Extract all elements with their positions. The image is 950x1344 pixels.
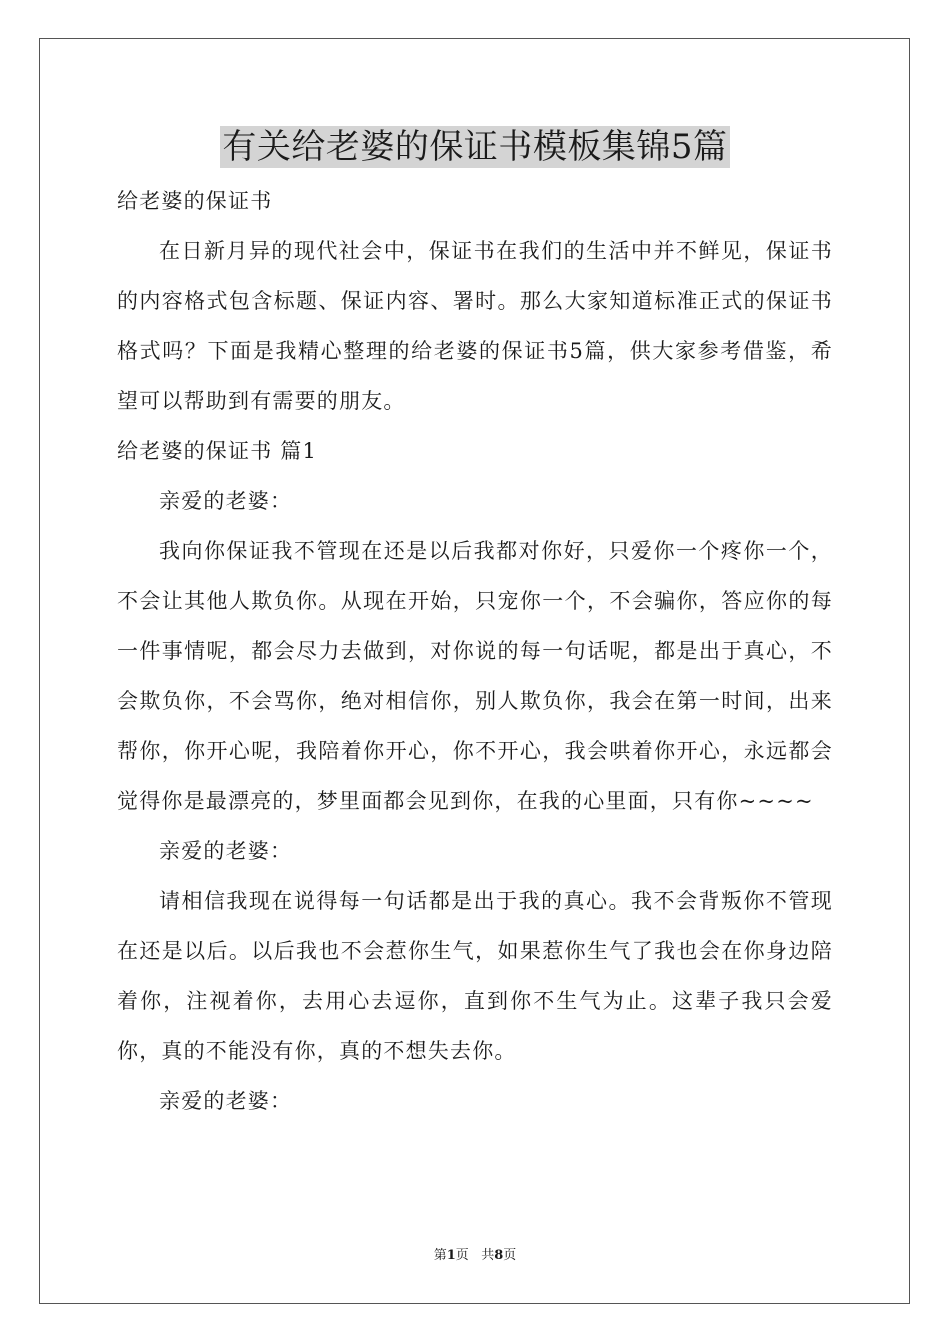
document-title: 有关给老婆的保证书模板集锦5篇 [222, 127, 728, 167]
body-paragraph: 请相信我现在说得每一句话都是出于我的真心。我不会背叛你不管现在还是以后。以后我也不会惹你生气，如果惹你生气了我也会在你身边陪着你，注视着你，去用心去逗你，直到你不生气为止。这辈子我只会爱你，真的不能没有你，真的不想失去你。 [117, 889, 833, 1063]
document-body [117, 176, 833, 1126]
total-pages: 8 [494, 1248, 504, 1263]
salutation: 亲爱的老婆： [159, 1089, 293, 1113]
page-prefix: 第 [433, 1248, 447, 1263]
salutation: 亲爱的老婆： [159, 839, 293, 863]
section-heading: 给老婆的保证书 [117, 189, 273, 213]
page-number: 1 [446, 1248, 456, 1263]
total-suffix: 页 [503, 1248, 517, 1263]
title-area [0, 126, 950, 168]
total-prefix: 共 [481, 1248, 495, 1263]
page-footer [0, 1246, 950, 1266]
intro-paragraph: 在日新月异的现代社会中，保证书在我们的生活中并不鲜见，保证书的内容格式包含标题、保证内容、署时。那么大家知道标准正式的保证书格式吗？下面是我精心整理的给老婆的保证书5篇，供大家参考借鉴，希望可以帮助到有需要的朋友。 [117, 239, 833, 413]
page-suffix: 页 [455, 1248, 469, 1263]
body-paragraph: 我向你保证我不管现在还是以后我都对你好，只爱你一个疼你一个，不会让其他人欺负你。从现在开始，只宠你一个，不会骗你，答应你的每一件事情呢，都会尽力去做到，对你说的每一句话呢，都是出于真心，不会欺负你，不会骂你，绝对相信你，别人欺负你，我会在第一时间，出来帮你，你开心呢，我陪着你开心，你不开心，我会哄着你开心，永远都会觉得你是最漂亮的，梦里面都会见到你，在我的心里面，只有你~~~~ [117, 539, 833, 813]
salutation: 亲爱的老婆： [159, 489, 293, 513]
section-heading: 给老婆的保证书 篇1 [117, 439, 318, 463]
